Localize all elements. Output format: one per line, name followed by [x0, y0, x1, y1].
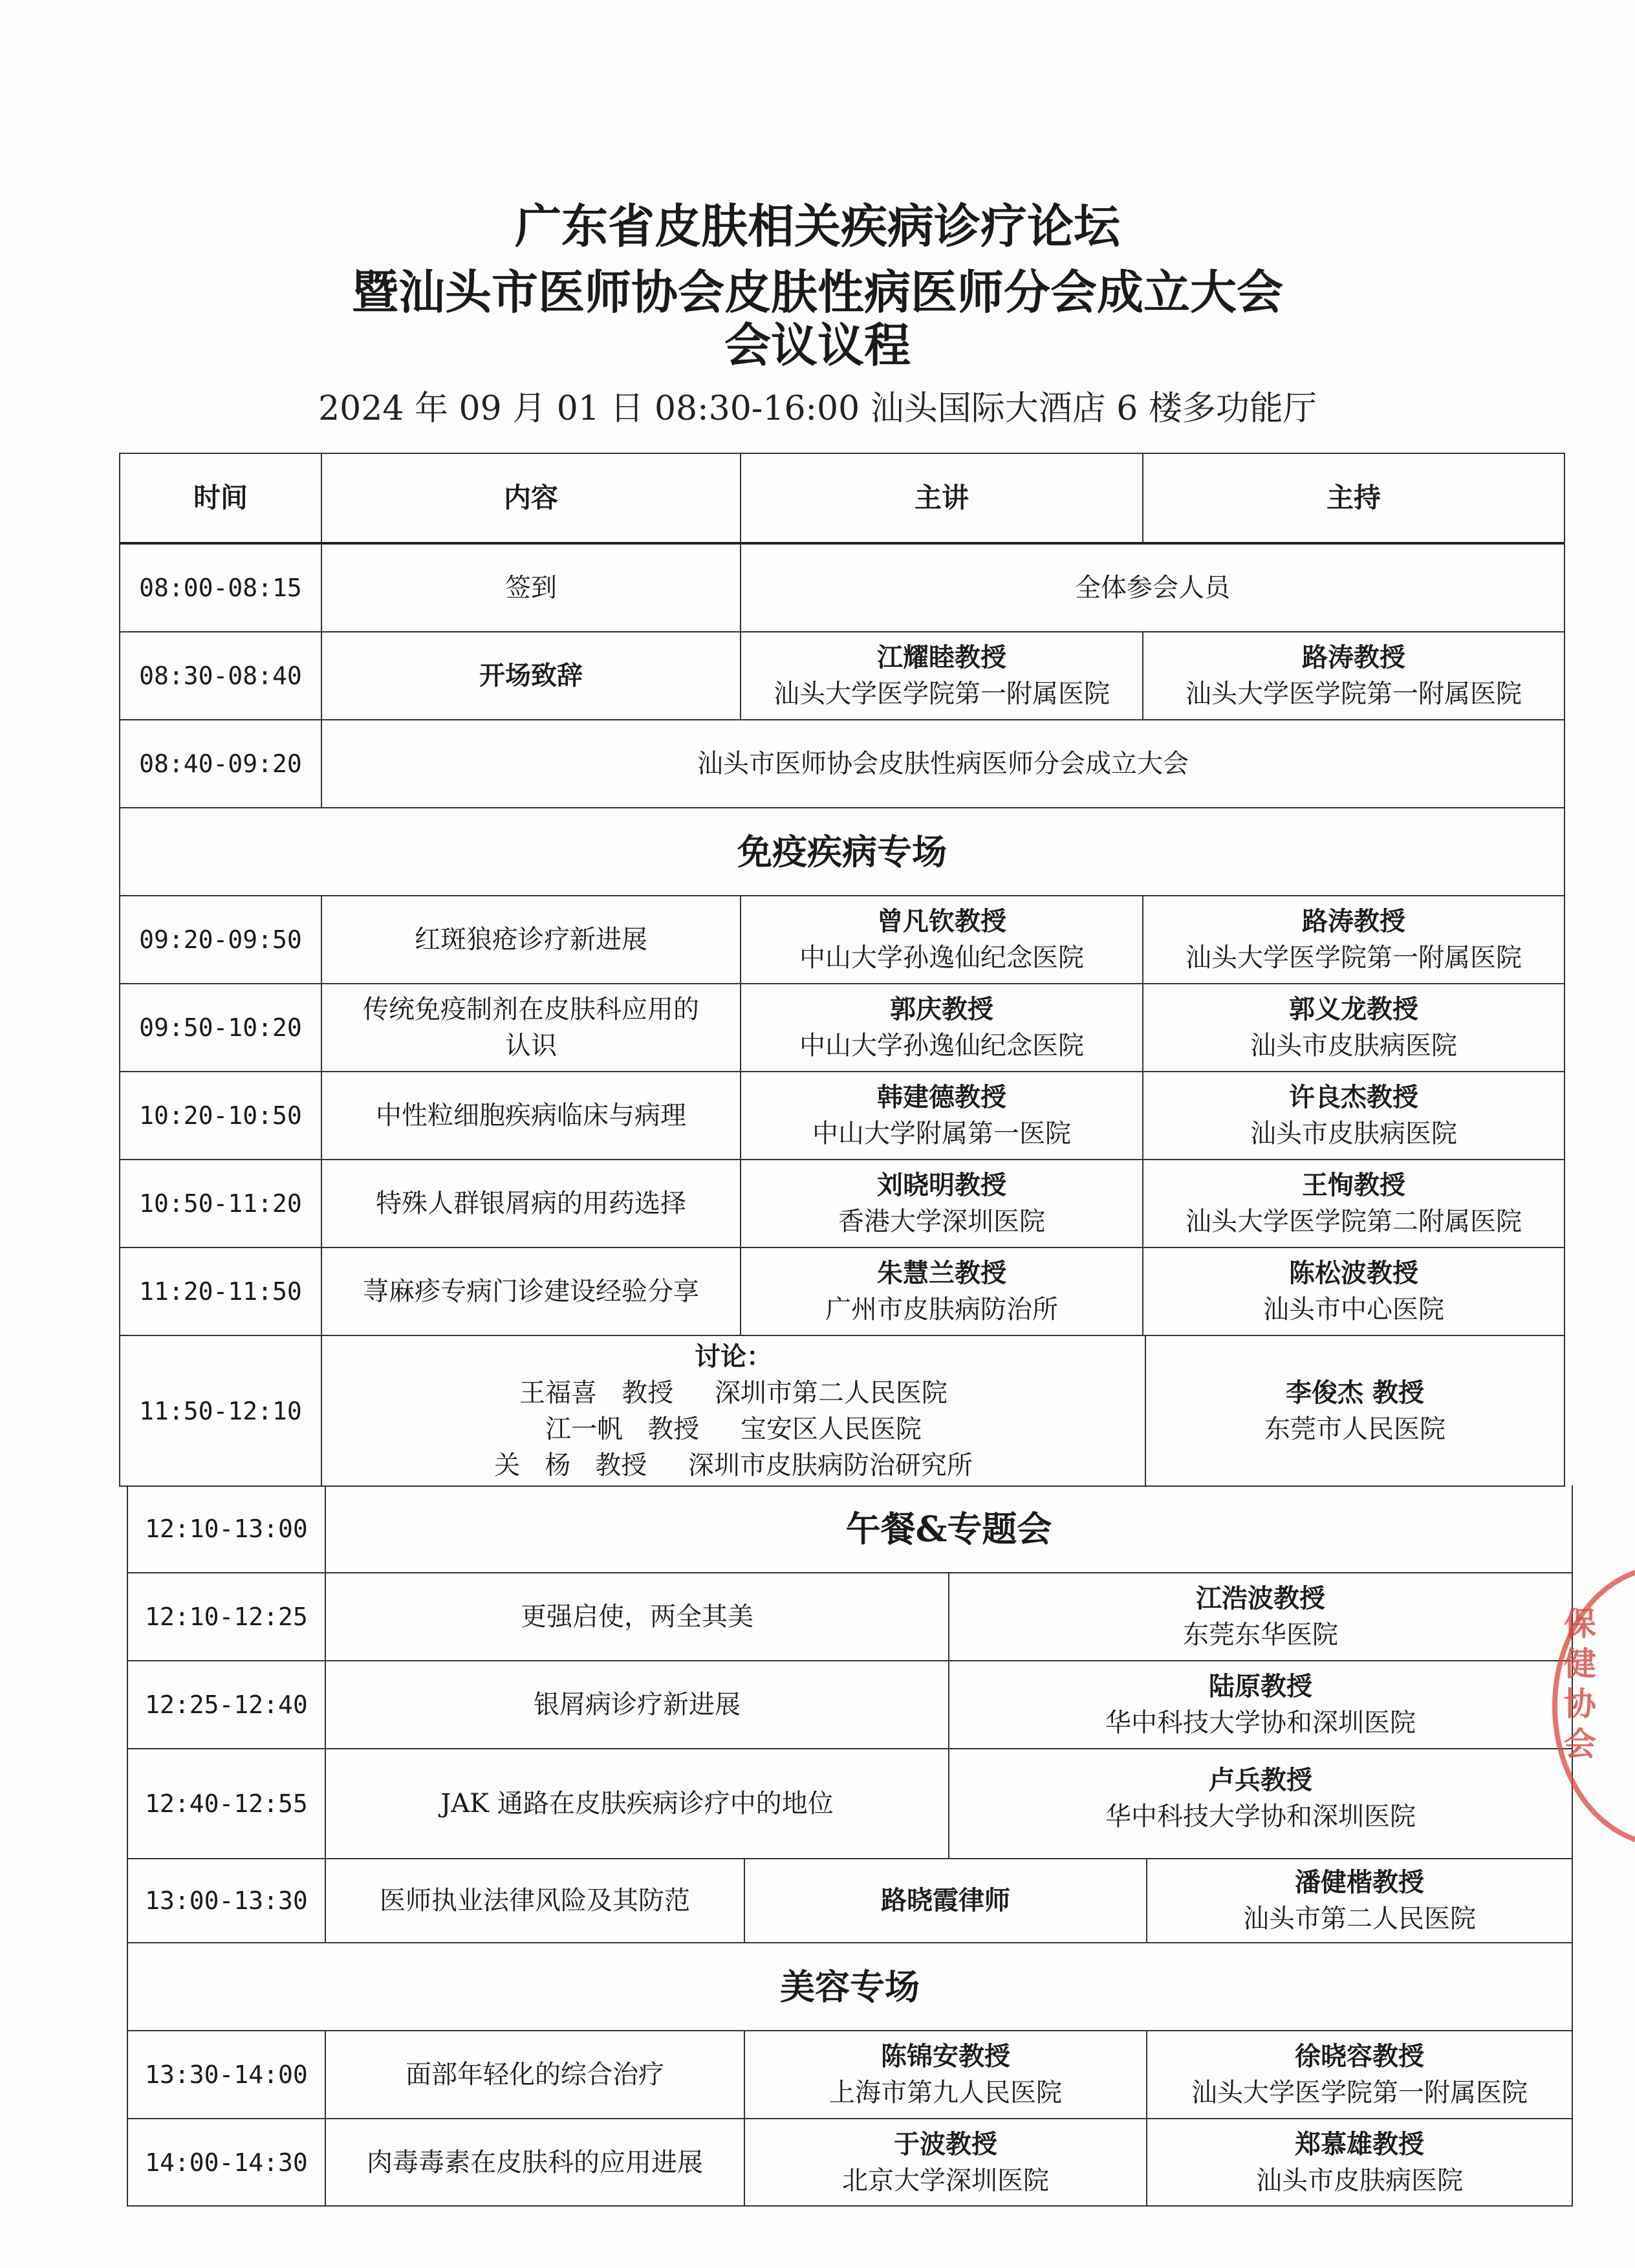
row-host — [1146, 1859, 1572, 1942]
row-content: 中性粒细胞疾病临床与病理 — [321, 1072, 740, 1159]
section-title: 免疫疾病专场 — [737, 831, 947, 872]
section-row — [128, 1943, 1572, 2031]
content-line-2: 认识 — [505, 1031, 557, 1061]
row-host — [1142, 1248, 1564, 1335]
row-time: 08:40-09:20 — [139, 750, 302, 778]
table-row — [120, 545, 1564, 632]
table-row — [120, 720, 1564, 808]
row-time: 12:10-12:25 — [145, 1603, 308, 1631]
speaker-name: 陆原教授 — [1209, 1671, 1312, 1701]
speaker-name: 郭庆教授 — [890, 994, 993, 1024]
speaker-org: 中山大学附属第一医院 — [812, 1119, 1071, 1149]
row-content: JAK 通路在皮肤疾病诊疗中的地位 — [325, 1749, 948, 1858]
row-speaker — [740, 1160, 1142, 1247]
row-content: 更强启使，两全其美 — [325, 1573, 948, 1660]
agenda-table — [119, 453, 1565, 1487]
row-time: 11:20-11:50 — [139, 1277, 302, 1306]
section-row — [120, 808, 1564, 896]
row-host — [1142, 1072, 1564, 1159]
host-org: 汕头市皮肤病医院 — [1250, 1119, 1457, 1149]
host-name: 王恂教授 — [1302, 1170, 1405, 1200]
seal-text: 保健协会 — [1564, 1604, 1596, 1763]
table-row — [128, 2119, 1572, 2207]
host-name: 路涛教授 — [1302, 906, 1405, 936]
discussion-participant: 江一帆 教授 宝安区人民医院 — [545, 1414, 922, 1444]
row-content: 银屑病诊疗新进展 — [325, 1661, 948, 1748]
row-time: 09:50-10:20 — [139, 1013, 302, 1042]
speaker-org: 华中科技大学协和深圳医院 — [1105, 1802, 1416, 1831]
row-speaker — [744, 2119, 1146, 2205]
title-line-1: 广东省皮肤相关疾病诊疗论坛 — [514, 199, 1120, 254]
host-org: 汕头市第二人民医院 — [1243, 1904, 1476, 1934]
host-org: 汕头大学医学院第一附属医院 — [1186, 943, 1522, 973]
row-speaker — [740, 632, 1142, 719]
table-row — [120, 1336, 1564, 1487]
discussion-title: 讨论： — [695, 1341, 772, 1372]
row-time: 11:50-12:10 — [139, 1396, 302, 1425]
agenda-table-continued — [127, 1485, 1573, 2207]
row-host — [1142, 984, 1564, 1071]
speaker-org: 汕头大学医学院第一附属医院 — [774, 679, 1110, 709]
speaker-name: 曾凡钦教授 — [877, 906, 1006, 936]
row-host — [1142, 1160, 1564, 1247]
row-host — [1142, 632, 1564, 719]
host-org: 汕头市皮肤病医院 — [1250, 1031, 1457, 1061]
table-row — [120, 896, 1564, 984]
speaker-org: 华中科技大学协和深圳医院 — [1105, 1708, 1416, 1738]
row-host — [1145, 1336, 1564, 1485]
host-org: 东莞市人民医院 — [1264, 1414, 1446, 1444]
host-org: 汕头大学医学院第一附属医院 — [1191, 2078, 1528, 2108]
table-row — [120, 984, 1564, 1072]
title-line-2: 暨汕头市医师协会皮肤性病医师分会成立大会 — [351, 265, 1283, 319]
host-name: 路涛教授 — [1302, 642, 1405, 673]
row-time: 08:30-08:40 — [139, 662, 302, 690]
row-speaker — [740, 1072, 1142, 1159]
row-content: 荨麻疹专病门诊建设经验分享 — [321, 1248, 740, 1335]
speaker-name: 朱慧兰教授 — [877, 1258, 1006, 1288]
header-time: 时间 — [193, 482, 248, 513]
row-speaker — [948, 1661, 1572, 1748]
section-title: 美容专场 — [780, 1966, 920, 2007]
section-title: 午餐&专题会 — [325, 1485, 1572, 1572]
header-speaker: 主讲 — [740, 454, 1142, 542]
row-time: 14:00-14:30 — [145, 2148, 308, 2177]
host-org: 汕头市皮肤病医院 — [1256, 2165, 1463, 2196]
row-time: 13:30-14:00 — [145, 2060, 308, 2089]
row-content: 开场致辞 — [321, 632, 740, 719]
discussion-participant: 关 杨 教授 深圳市皮肤病防治研究所 — [494, 1450, 973, 1480]
table-row — [128, 1661, 1572, 1749]
table-row — [120, 1072, 1564, 1160]
row-content: 汕头市医师协会皮肤性病医师分会成立大会 — [321, 720, 1564, 807]
row-time: 12:25-12:40 — [145, 1690, 308, 1719]
row-time: 10:20-10:50 — [139, 1101, 302, 1130]
row-time: 12:40-12:55 — [145, 1789, 308, 1818]
row-speaker — [744, 2031, 1146, 2118]
speaker-name: 于波教授 — [894, 2128, 997, 2159]
speaker-org: 广州市皮肤病防治所 — [825, 1295, 1058, 1324]
table-row — [128, 2031, 1572, 2119]
row-host — [1142, 896, 1564, 983]
section-row — [128, 1485, 1572, 1573]
table-row — [128, 1749, 1572, 1859]
speaker-name: 江耀睦教授 — [877, 642, 1006, 673]
row-content: 面部年轻化的综合治疗 — [325, 2031, 744, 2118]
speaker-name: 江浩波教授 — [1196, 1583, 1325, 1614]
row-content: 签到 — [321, 545, 740, 631]
row-time: 09:20-09:50 — [139, 925, 302, 954]
host-name: 李俊杰 教授 — [1286, 1377, 1424, 1408]
host-name: 郑慕雄教授 — [1295, 2128, 1424, 2159]
row-time: 12:10-13:00 — [145, 1515, 308, 1543]
host-org: 汕头市中心医院 — [1263, 1295, 1444, 1324]
row-content: 特殊人群银屑病的用药选择 — [321, 1160, 740, 1247]
row-content: 肉毒毒素在皮肤科的应用进展 — [325, 2119, 744, 2205]
discussion-participant: 王福喜 教授 深圳市第二人民医院 — [519, 1377, 947, 1408]
content-line-1: 传统免疫制剂在皮肤科应用的 — [363, 995, 699, 1024]
table-row — [120, 1160, 1564, 1248]
speaker-name: 卢兵教授 — [1209, 1765, 1312, 1795]
header-host: 主持 — [1142, 454, 1564, 542]
row-host — [1146, 2031, 1572, 2118]
row-speaker: 全体参会人员 — [740, 545, 1564, 631]
table-header-row — [120, 454, 1564, 545]
speaker-org: 中山大学孙逸仙纪念医院 — [799, 943, 1084, 973]
speaker-name: 陈锦安教授 — [881, 2041, 1010, 2071]
header-content: 内容 — [321, 454, 740, 542]
row-speaker — [948, 1749, 1572, 1858]
speaker-org: 中山大学孙逸仙纪念医院 — [799, 1031, 1084, 1061]
row-content: 红斑狼疮诊疗新进展 — [321, 896, 740, 983]
row-time: 08:00-08:15 — [139, 574, 302, 602]
speaker-org: 香港大学深圳医院 — [838, 1207, 1045, 1237]
speaker-org: 上海市第九人民医院 — [829, 2078, 1062, 2108]
table-row — [120, 632, 1564, 720]
host-name: 郭义龙教授 — [1289, 994, 1418, 1024]
host-org: 汕头大学医学院第一附属医院 — [1186, 679, 1522, 709]
row-content — [321, 984, 740, 1071]
host-name: 潘健楷教授 — [1295, 1867, 1424, 1897]
row-speaker — [740, 896, 1142, 983]
host-org: 汕头大学医学院第二附属医院 — [1186, 1207, 1522, 1237]
speaker-org: 北京大学深圳医院 — [842, 2165, 1049, 2196]
speaker-org: 东莞东华医院 — [1183, 1620, 1338, 1650]
row-time: 13:00-13:30 — [145, 1886, 308, 1915]
row-speaker: 路晓霞律师 — [744, 1859, 1146, 1942]
speaker-name: 韩建德教授 — [877, 1082, 1006, 1112]
meeting-date-venue: 2024 年 09 月 01 日 08:30-16:00 汕头国际大酒店 6 楼多功能厅 — [318, 389, 1317, 428]
row-host — [1146, 2119, 1572, 2205]
host-name: 徐晓容教授 — [1295, 2041, 1424, 2071]
row-content: 医师执业法律风险及其防范 — [325, 1859, 744, 1942]
row-speaker — [948, 1573, 1572, 1660]
speaker-name: 刘晓明教授 — [877, 1170, 1006, 1200]
table-row — [120, 1248, 1564, 1336]
row-speaker — [740, 984, 1142, 1071]
table-row — [128, 1859, 1572, 1943]
host-name: 许良杰教授 — [1289, 1082, 1418, 1112]
row-speaker — [740, 1248, 1142, 1335]
row-time: 10:50-11:20 — [139, 1189, 302, 1218]
host-name: 陈松波教授 — [1289, 1258, 1418, 1288]
discussion-panel — [321, 1336, 1145, 1485]
table-row — [128, 1573, 1572, 1661]
title-line-3: 会议议程 — [724, 318, 911, 373]
